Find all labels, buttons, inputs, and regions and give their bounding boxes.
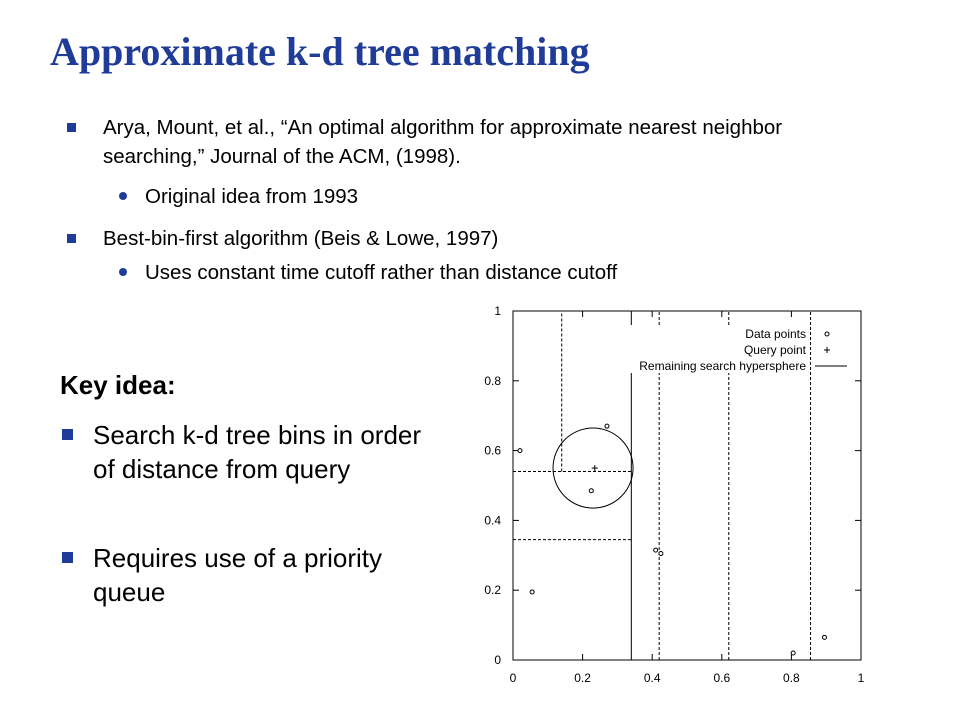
key-idea-title: Key idea:: [60, 370, 176, 400]
bullet-square-icon: [62, 429, 73, 440]
x-tick-label: 0: [509, 671, 517, 685]
key-point-priority-queue: Requires use of a priority queue: [93, 543, 383, 607]
kd-tree-plot: [470, 298, 870, 698]
x-tick-label: 0.2: [574, 671, 591, 685]
y-tick-label: 1: [494, 304, 501, 318]
y-tick-label: 0.4: [484, 513, 501, 528]
data-point: [530, 590, 534, 594]
data-point: [659, 552, 663, 556]
y-tick-label: 0: [494, 653, 501, 667]
data-point: [605, 424, 609, 428]
slide-title: Approximate k-d tree matching: [50, 29, 590, 74]
x-tick-label: 1: [857, 671, 865, 685]
x-tick-label: 0.6: [713, 671, 731, 685]
y-tick-label: 0.8: [484, 373, 501, 388]
bullet-square-icon: [67, 123, 76, 132]
data-point: [654, 548, 658, 552]
legend-label: Data points: [745, 327, 806, 341]
sub-bullet-original-idea: Original idea from 1993: [145, 185, 359, 208]
bullet-square-icon: [62, 552, 73, 563]
legend-label: Remaining search hypersphere: [639, 359, 806, 373]
y-tick-label: 0.6: [484, 443, 501, 458]
key-point-search-bins: Search k-d tree bins in order of distance from query: [93, 420, 422, 484]
x-tick-label: 0.4: [643, 671, 661, 685]
bullet-dot-icon: [119, 192, 127, 200]
data-point: [791, 651, 795, 655]
legend-label: Query point: [743, 343, 806, 357]
bullet-square-icon: [67, 234, 76, 243]
data-point: [822, 635, 826, 639]
bullet-arya-mount: Arya, Mount, et al., “An optimal algorithm for approximate nearest neighbor searching,” Journal of the ACM, (1998).: [103, 116, 783, 168]
data-point: [589, 489, 593, 493]
x-tick-label: 0.8: [783, 671, 800, 685]
bullet-best-bin-first: Best-bin-first algorithm (Beis & Lowe, 1997): [103, 227, 499, 250]
legend-marker-data: [825, 332, 829, 336]
bullet-dot-icon: [119, 268, 127, 276]
y-tick-label: 0.2: [484, 583, 501, 598]
sub-bullet-time-cutoff: Uses constant time cutoff rather than distance cutoff: [145, 261, 618, 284]
data-point: [518, 449, 522, 453]
